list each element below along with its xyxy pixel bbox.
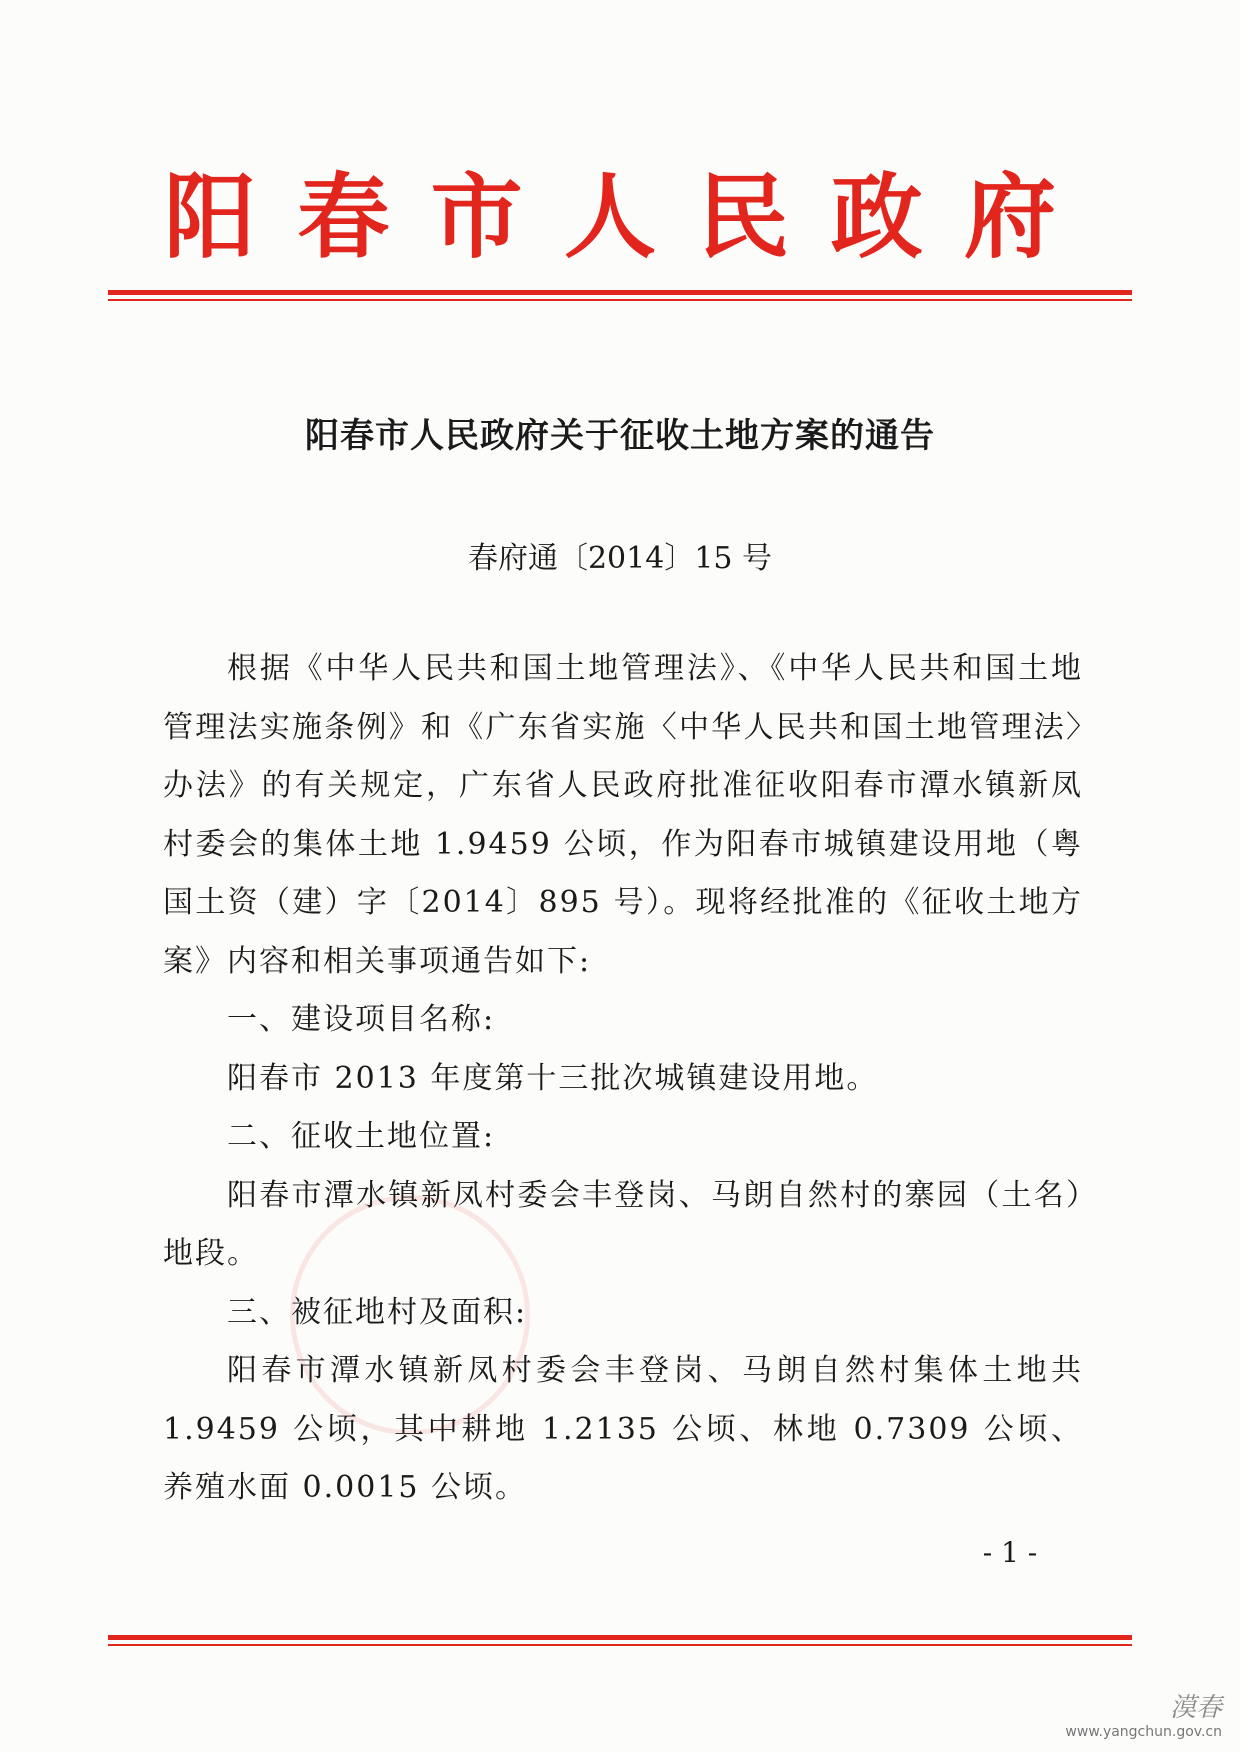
masthead-char: 市 xyxy=(430,163,523,271)
masthead-char: 政 xyxy=(830,163,923,271)
watermark-logo: 漠春 xyxy=(1169,1693,1222,1723)
notice-body xyxy=(163,640,1083,1518)
masthead-char: 府 xyxy=(963,163,1056,271)
section-heading: 二、征收土地位置: xyxy=(227,1119,496,1154)
issuer-masthead xyxy=(160,155,1060,271)
section-text: 阳春市潭水镇新凤村委会丰登岗、马朗自然村集体土地共 1.9459 公顷，其中耕地 1.2135 公顷、林地 0.7309 公顷、养殖水面 0.0015 公顷。 xyxy=(163,1353,1083,1505)
section-heading: 三、被征地村及面积: xyxy=(227,1294,528,1330)
page-number: - 1 - xyxy=(982,1536,1038,1569)
document-number: 春府通〔2014〕15 号 xyxy=(467,541,773,576)
masthead-char: 阳 xyxy=(163,163,256,271)
site-watermark xyxy=(1065,1687,1222,1740)
body-paragraph: 根据《中华人民共和国土地管理法》、《中华人民共和国土地管理法实施条例》和《广东省实施〈中华人民共和国土地管理法〉办法》的有关规定，广东省人民政府批准征收阳春市潭水镇新凤村委会的集体土地 1.9459 公顷，作为阳春市城镇建设用地（粤国土资（建）字〔2014〕895 号）。现将经批准的《征收土地方案》内容和相关事项通告如下: xyxy=(163,651,1083,979)
section-text: 阳春市潭水镇新凤村委会丰登岗、马朗自然村的寨园（土名）地段。 xyxy=(163,1177,1083,1271)
section-heading: 一、建设项目名称: xyxy=(227,1002,496,1037)
section-text: 阳春市 2013 年度第十三批次城镇建设用地。 xyxy=(227,1060,879,1096)
masthead-char: 民 xyxy=(697,163,790,271)
watermark-url: www.yangchun.gov.cn xyxy=(1065,1724,1222,1740)
masthead-char: 人 xyxy=(563,163,656,271)
footer-divider xyxy=(108,1635,1132,1646)
masthead-char: 春 xyxy=(297,163,390,271)
notice-title: 阳春市人民政府关于征收土地方案的通告 xyxy=(305,416,935,456)
header-divider xyxy=(108,290,1132,301)
